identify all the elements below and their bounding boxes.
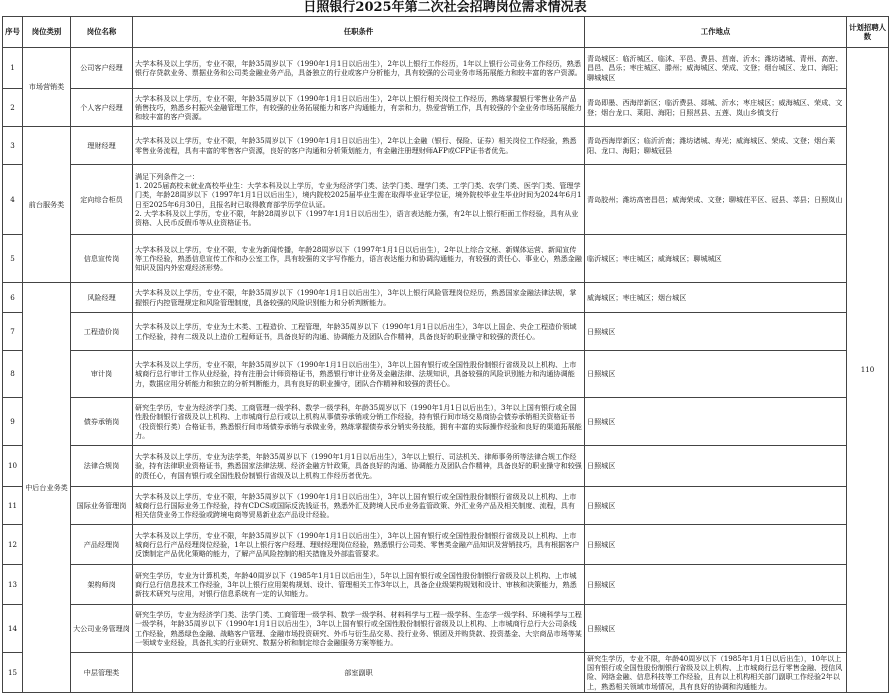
table-row <box>3 653 889 693</box>
requirements-cell: 大学本科及以上学历，专业不限，年龄35周岁以下（1990年1月1日以后出生），2年以上银行相关岗位工作经历，熟练掌握银行零售业务产品销售技巧，熟悉乡村振兴金融管理工作，有较强的业务拓展能力和客户沟通能力，有亲和力，热爱营销工作，具有较强的个金业务市场拓展能力和较丰富的客户资源。 <box>133 89 585 127</box>
row-no: 2 <box>3 89 23 127</box>
location-cell: 青岛城区：临沂城区、临沭、平邑、费县、莒南、沂水；潍坊诸城、青州、高密、昌邑、昌乐；枣庄城区、滕州；威海城区、荣成、文登；烟台城区、龙口、海阳；聊城城区 <box>585 48 847 89</box>
table-row <box>3 165 889 235</box>
table-row <box>3 235 889 283</box>
row-no: 14 <box>3 605 23 653</box>
row-no: 13 <box>3 565 23 605</box>
header-no: 序号 <box>3 17 23 48</box>
requirements-cell: 满足下列条件之一： 1. 2025届高校未就业高校毕业生：大学本科及以上学历，专业为经济学门类、法学门类、理学门类、工学门类、农学门类、医学门类、管理学门类，年龄28周岁以下（1997年1月1日以后出生），境内院校2025届毕业生需在取得毕业证学位证，境外院校毕业生毕业时间为2024年6月1日至2025年6月30日，且报名时已取得教育部学历学位认证。 2. 大学本科及以上学历，专业不限，年龄28周岁以下（1997年1月1日以后出生），语言表达能力强，有2年以上银行柜面工作经验，具有从业资格、人民币反假币等从业资格证书。 <box>133 165 585 235</box>
row-no: 7 <box>3 313 23 351</box>
requirements-cell: 大学本科及以上学历，专业为法学类，年龄35周岁以下（1990年1月1日以后出生），3年以上银行、司法机关、律师事务所等法律合规工作经验，持有法律职业资格证书，熟悉国家法律法规、经济金融方针政策，具备良好的沟通、协调能力及团队合作精神，具备良好的职业操守和较强的责任心，有国有银行或全国性股份制银行省级及以上机构工作经历者优先。 <box>133 446 585 487</box>
location-cell: 青岛即墨、西海岸新区；临沂费县、郯城、沂水；枣庄城区；威海城区、荣成、文登；烟台龙口、莱阳、海阳；日照莒县、五莲、岚山乡镇支行 <box>585 89 847 127</box>
location-cell: 日照城区 <box>585 446 847 487</box>
table-row <box>3 487 889 525</box>
row-no: 5 <box>3 235 23 283</box>
row-no: 9 <box>3 398 23 446</box>
position-name: 风险经理 <box>71 283 133 313</box>
position-name: 工程造价岗 <box>71 313 133 351</box>
location-cell: 日照城区 <box>585 487 847 525</box>
location-cell: 青岛胶州；潍坊高密昌邑；威海荣成、文登；聊城茌平区、冠县、莘县；日照岚山 <box>585 165 847 235</box>
page-title: 日照银行2025年第二次社会招聘岗位需求情况表 <box>303 0 587 15</box>
location-cell: 日照城区 <box>585 351 847 398</box>
position-name: 信息宣传岗 <box>71 235 133 283</box>
location-cell: 日照城区 <box>585 565 847 605</box>
position-name: 个人客户经理 <box>71 89 133 127</box>
row-no: 3 <box>3 127 23 165</box>
category-cell: 中后台业务类 <box>23 283 71 693</box>
table-row <box>3 313 889 351</box>
header-requirements: 任职条件 <box>133 17 585 48</box>
requirements-cell: 研究生学历，专业为经济学门类、工商管理一级学科、数学一级学科，年龄35周岁以下（1990年1月1日以后出生），3年以上国有银行或全国性股份制银行省级及以上机构、上市城商行总行或以上机构从事债券承销或分销工作经验，持有银行间市场交易商协会债券承销相关资格证书（投资银行类）合格证书，熟悉银行间市场债券承销与承做业务，熟练掌握债券承分销实务技能，拥有丰富的实际操作经验和良好的渠道拓展能力。 <box>133 398 585 446</box>
total-count: 110 <box>847 48 889 693</box>
table-row <box>3 525 889 565</box>
requirements-cell: 大学本科及以上学历，专业不限，年龄35周岁以下（1990年1月1日以后出生），3年以上银行风险管理岗位经历，熟悉国家金融法律法规，掌握银行内控管理规定和风险管理制度，具备较强的风险识别能力和分析判断能力。 <box>133 283 585 313</box>
table-row <box>3 351 889 398</box>
location-cell: 日照城区 <box>585 525 847 565</box>
location-cell: 日照城区 <box>585 313 847 351</box>
requirements-cell: 大学本科及以上学历，专业不限，年龄35周岁以下（1990年1月1日以后出生），3年以上国有银行或全国性股份制银行省级及以上机构、上市城商行总行审计工作从业经验，持有注册会计师资格证书，熟悉银行审计业务及金融法律、法规知识，具备较强的风险识别能力和沟通协调能力，数据应用分析能力和独立的分析判断能力，具有良好的职业操守，团队合作精神和较强的责任心。 <box>133 351 585 398</box>
position-name: 架构师岗 <box>71 565 133 605</box>
table-header-row <box>3 17 889 48</box>
requirements-cell: 大学本科及以上学历，专业不限，年龄35周岁以下（1990年1月1日以后出生），3年以上国有银行或全国性股份制银行省级及以上机构、上市城商行总行产品经理岗位经验，1年以上银行客户经理、理财经理岗位经验，熟悉银行公司类、零售类金融产品知识及营销技巧，具有根据客户反馈制定产品优化策略的能力，了解产品风险控制的相关措施及外部监管要求。 <box>133 525 585 565</box>
location-cell: 日照城区 <box>585 605 847 653</box>
location-cell: 日照城区 <box>585 398 847 446</box>
row-no: 12 <box>3 525 23 565</box>
header-count: 计划招聘人数 <box>847 17 889 48</box>
row-no: 4 <box>3 165 23 235</box>
table-row <box>3 127 889 165</box>
requirements-cell: 研究生学历，专业为经济学门类、法学门类、工商管理一级学科、数学一级学科、材料科学与工程一级学科、生态学一级学科、环境科学与工程一级学科，年龄35周岁以下（1990年1月1日以后出生），3年以上国有银行或全国性股份制银行省级及以上机构、上市城商行总行大公司条线工作经验，熟悉绿色金融、战略客户管理、金融市场投资研究、外币与衍生品交易、投行业务、银团及并购贷款、投资基金、大宗商品市场等某一领域专业经验，具备扎实的行业研究、数据分析和制定综合金融服务方案等能力。 <box>133 605 585 653</box>
table-row <box>3 446 889 487</box>
position-name: 理财经理 <box>71 127 133 165</box>
position-name: 公司客户经理 <box>71 48 133 89</box>
row-no: 11 <box>3 487 23 525</box>
position-name: 债券承销岗 <box>71 398 133 446</box>
location-cell: 临沂城区；枣庄城区；威海城区；聊城城区 <box>585 235 847 283</box>
category-cell: 中层管理类 <box>71 653 133 693</box>
row-no: 8 <box>3 351 23 398</box>
row-no: 6 <box>3 283 23 313</box>
table-row <box>3 48 889 89</box>
requirements-cell: 研究生学历，专业不限，年龄40周岁以下（1985年1月1日以后出生），10年以上国有银行或全国性股份制银行省级及以上机构、上市城商行总行零售金融、授信风险、网络金融、信息科技等工作经验，且有以上机构相关部门副职工作经验2年以上，熟悉相关领域市场情况，具有良好的协调和沟通能力。 <box>585 653 847 693</box>
row-no: 15 <box>3 653 23 693</box>
table-row <box>3 565 889 605</box>
position-name: 大公司业务管理岗 <box>71 605 133 653</box>
header-category: 岗位类别 <box>23 17 71 48</box>
header-position: 岗位名称 <box>71 17 133 48</box>
position-name: 国际业务管理岗 <box>71 487 133 525</box>
header-location: 工作地点 <box>585 17 847 48</box>
row-no: 10 <box>3 446 23 487</box>
requirements-cell: 大学本科及以上学历，专业不限，年龄35周岁以下（1990年1月1日以后出生），2年以上银行工作经历，1年以上银行公司业务工作经历，熟悉银行存贷款业务、票据业务和公司类金融业务产品，具备独立的行业或客户分析能力，具有较强的公司业务市场拓展能力和较丰富的客户资源。 <box>133 48 585 89</box>
table-row <box>3 283 889 313</box>
row-no: 1 <box>3 48 23 89</box>
category-cell: 前台服务类 <box>23 127 71 283</box>
position-name: 审计岗 <box>71 351 133 398</box>
table-row <box>3 89 889 127</box>
position-name: 产品经理岗 <box>71 525 133 565</box>
table-row <box>3 398 889 446</box>
category-cell: 市场营销类 <box>23 48 71 127</box>
position-name: 定向综合柜员 <box>71 165 133 235</box>
requirements-cell: 研究生学历，专业为计算机类，年龄40周岁以下（1985年1月1日以后出生），5年以上国有银行或全国性股份制银行省级及以上机构、上市城商行总行信息技术工作经验，3年以上银行应用架构规划、设计、管理相关工作3年以上，具备企业级架构规划和设计、审核和决策能力，熟悉新技术研究与应用，对银行信息系统有一定的认知能力。 <box>133 565 585 605</box>
positions-table <box>2 16 889 693</box>
position-name: 法律合规岗 <box>71 446 133 487</box>
requirements-cell: 大学本科及以上学历，专业不限，年龄35周岁以下（1990年1月1日以后出生），3年以上国有银行或全国性股份制银行省级及以上机构、上市城商行总行国际业务工作经验，持有CDCS或国际反洗钱证书，熟悉外汇及跨境人民币业务监管政策、外汇业务产品及相关制度、流程，具有相关信贷业务工作经验或跨境电商等贸易新业态产品设计经验。 <box>133 487 585 525</box>
requirements-cell: 大学本科及以上学历，专业为土木类、工程造价、工程管理，年龄35周岁以下（1990年1月1日以后出生），3年以上国企、央企工程造价领域工作经验，持有二级及以上造价工程师证书，具备良好的沟通、协调能力及团队合作精神，具备良好的职业操守和较强的责任心。 <box>133 313 585 351</box>
location-cell: 青岛西海岸新区；临沂沂南；潍坊诸城、寿光；威海城区、荣成、文登；烟台莱阳、龙口、海阳；聊城冠县 <box>585 127 847 165</box>
position-name: 部室副职 <box>133 653 585 693</box>
location-cell: 威海城区；枣庄城区；烟台城区 <box>585 283 847 313</box>
table-row <box>3 605 889 653</box>
requirements-cell: 大学本科及以上学历，专业不限，年龄35周岁以下（1990年1月1日以后出生），2年以上金融（银行、保险、证券）相关岗位工作经验，熟悉零售业务流程，具有丰富的零售客户资源，良好的客户沟通和分析策划能力，有金融注册理财师AFP或CFP证书者优先。 <box>133 127 585 165</box>
requirements-cell: 大学本科及以上学历，专业不限，专业为新闻传播，年龄28周岁以下（1997年1月1日以后出生），2年以上综合文秘、新媒体运营、新闻宣传等工作经验，熟悉信息宣传工作和办公室工作，具有较强的文字写作能力，语言表达能力和协调沟通能力，有较强的责任心、事业心，熟悉金融知识及国内外宏观经济形势。 <box>133 235 585 283</box>
